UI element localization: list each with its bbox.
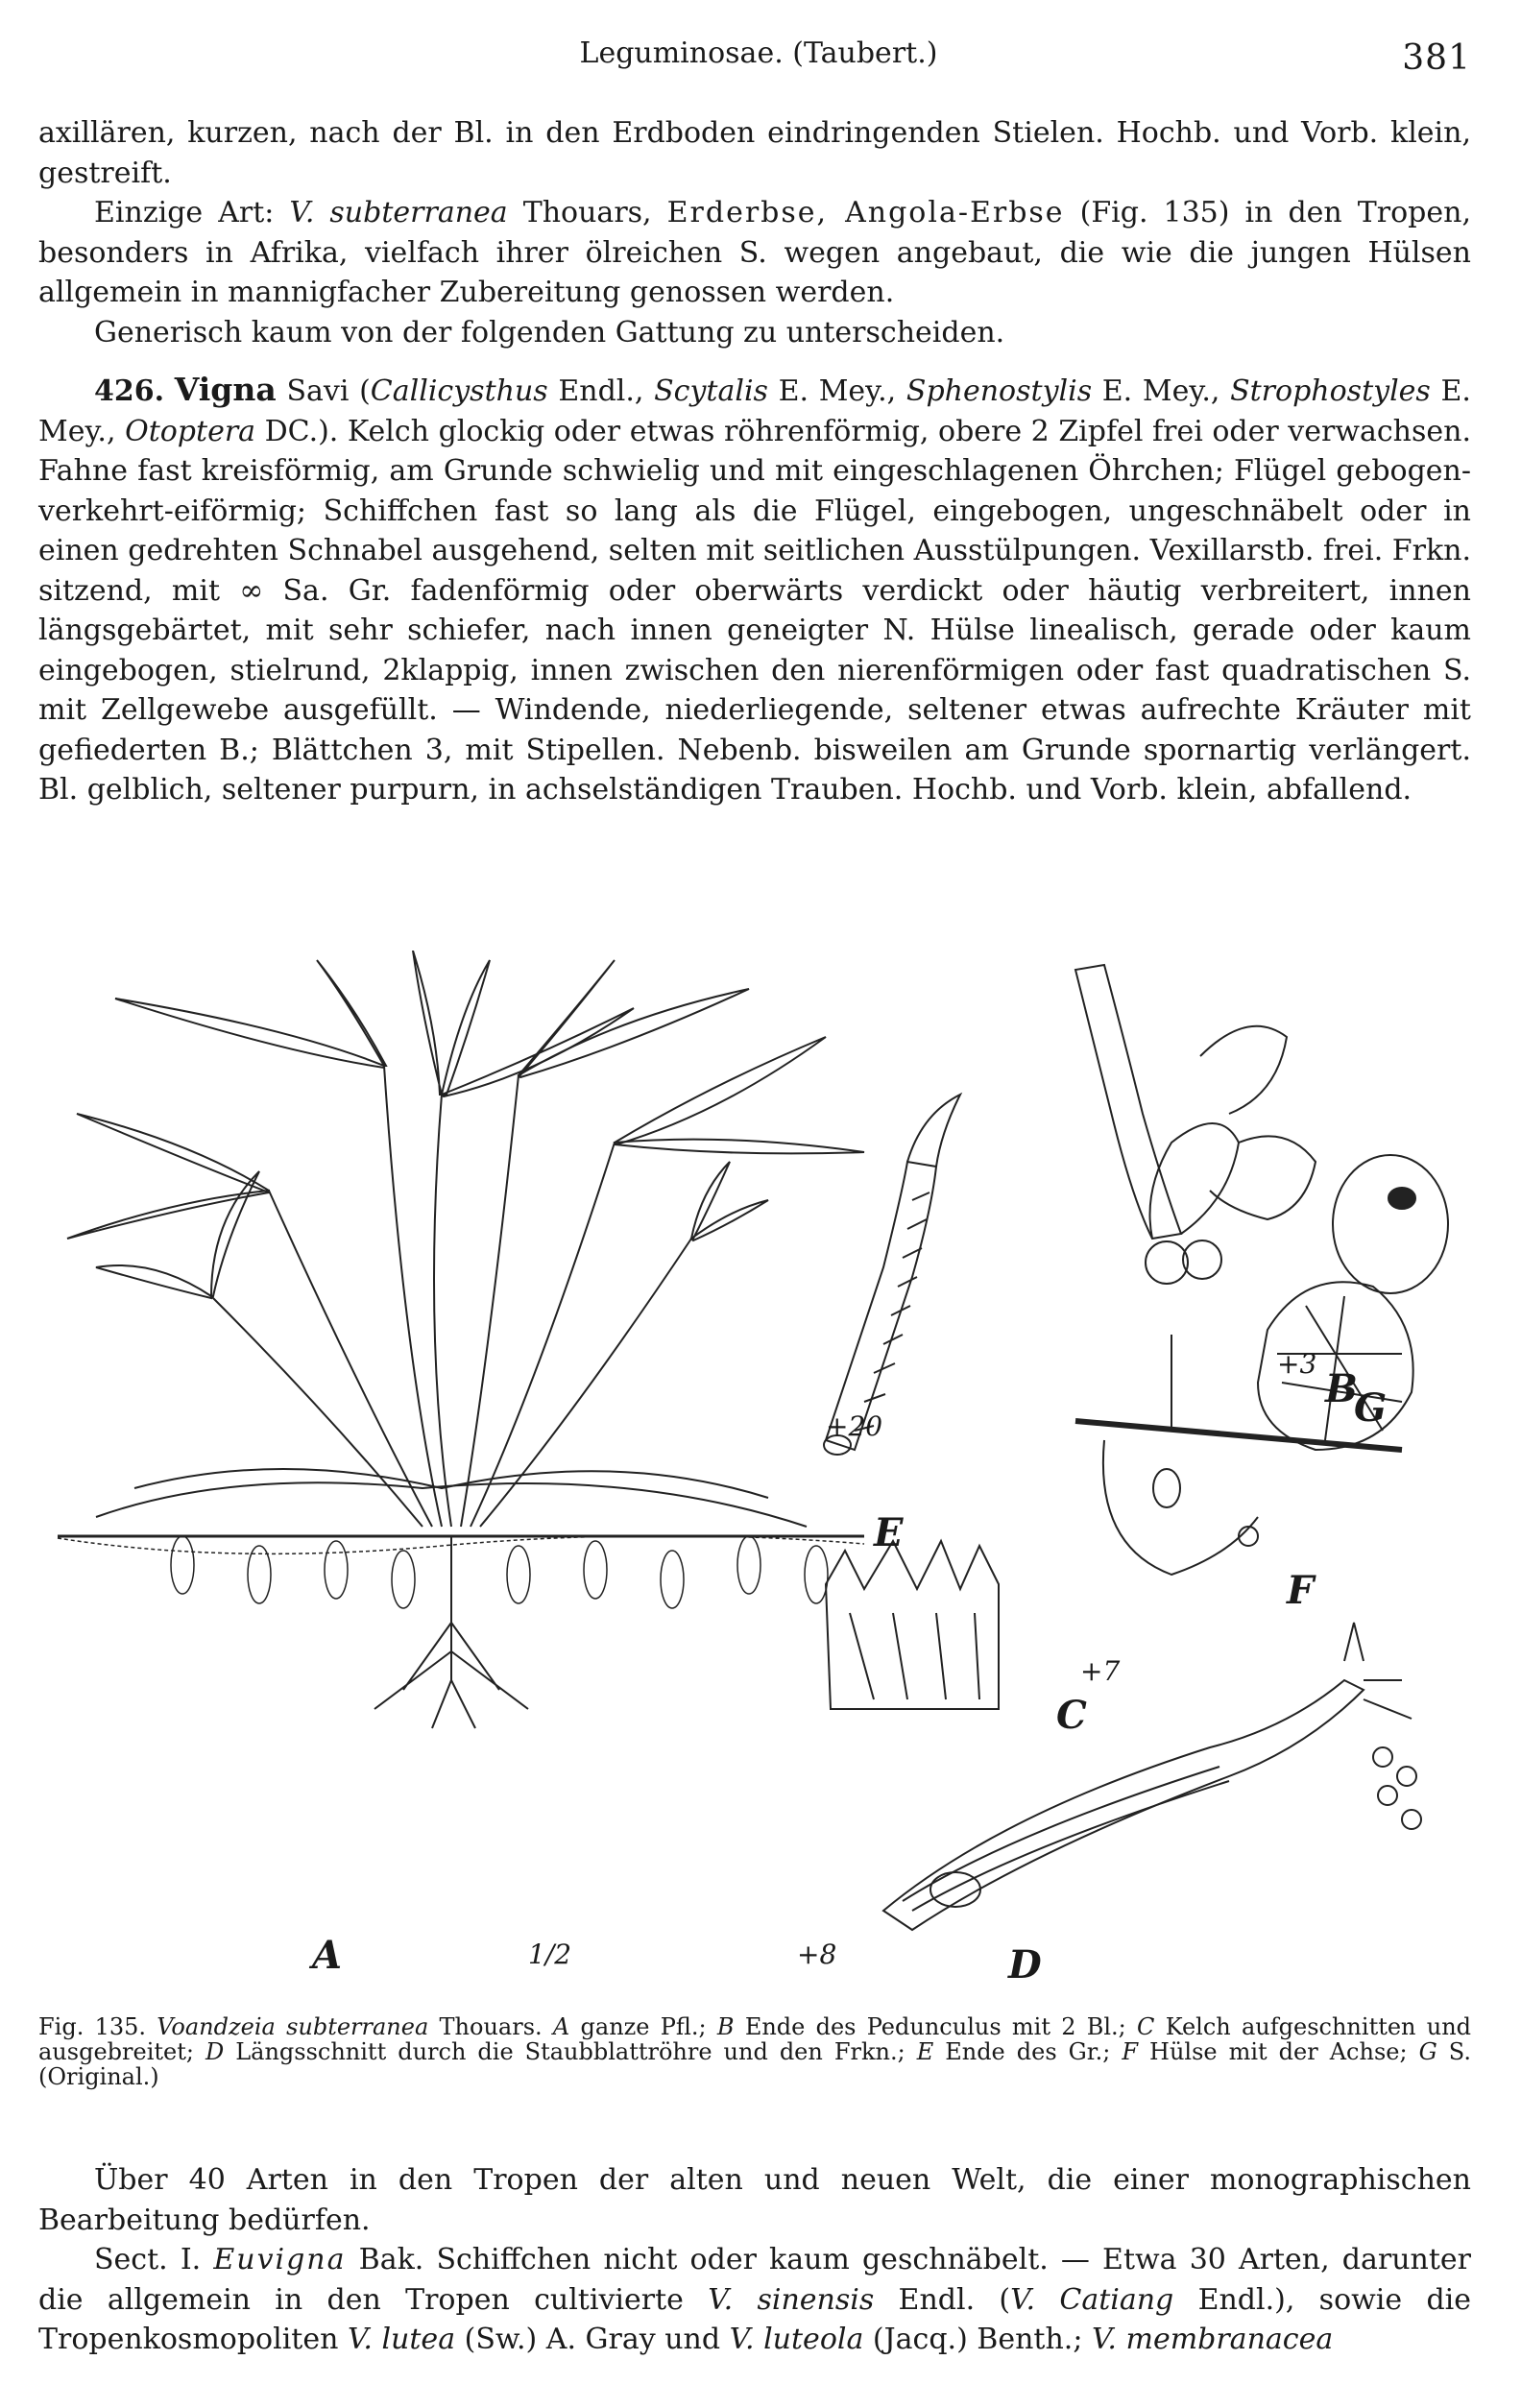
species-name: V. sinensis [708, 2282, 875, 2317]
caption-label: B [716, 2013, 735, 2040]
page-number: 381 [1402, 38, 1471, 78]
synonym-author: E. Mey., [778, 374, 897, 408]
caption-figure-number: Fig. 135. [38, 2013, 147, 2040]
section-author: Bak. [358, 2243, 424, 2276]
synonym-author: E. Mey., [1101, 374, 1220, 408]
caption-label: A [552, 2013, 570, 2040]
caption-author: Thouars. [439, 2013, 543, 2040]
synonym: Callicysthus [370, 374, 548, 408]
magnification-b: +3 [1277, 1348, 1317, 1380]
species-author: Endl. ( [898, 2282, 1011, 2317]
synonym-author: Endl., [558, 374, 644, 408]
panel-d-section-drawing [883, 1623, 1421, 1930]
top-text-block [38, 113, 1471, 810]
common-names: Erderbse, Angola-Erbse [666, 196, 1065, 229]
species-author: Endl.), sowie die Tropenkosmopoliten [38, 2282, 1472, 2356]
paragraph-generic-note: Generisch kaum von der folgenden Gattung zu unterscheiden. [94, 315, 1005, 349]
paragraph-section [38, 2240, 1471, 2360]
genus-paragraph: 426. Vigna Savi (Callicysthus Endl., Scytalis E. Mey., Sphenostylis E. Mey., Strophostyles E. Mey., Otoptera DC.). Kelch glockig oder etwas röhrenförmig, obere 2 Zipfel frei oder verwachsen. Fahne fast kreisförmig, am Grunde schwielig und mit eingeschlagenen Öhrchen; Flügel gebogen-verkehrt-eiförmig; Schiffchen fast so lang als die Flügel, eingebogen, ungeschnäbelt oder in einen gedrehten Schnabel ausgehend, selten mit seitlichen Ausstülpungen. Vexillarstb. frei. Frkn. sitzend, mit ∞ Sa. Gr. fadenförmig oder oberwärts verdickt oder häutig verbreitert, innen längsgebärtet, mit sehr schiefer, nach innen geneigter N. Hülse linealisch, gerade oder kaum eingebogen, stielrund, 2klappig, innen zwischen den nierenförmigen oder fast quadratischen S. mit Zellgewebe ausgefüllt. — Windende, niederliegende, seltener etwas aufrechte Kräuter mit gefiederten B.; Blättchen 3, mit Stipellen. Nebenb. bisweilen am Grunde spornartig verlängert. Bl. gelblich, seltener purpurn, in achselständigen Trauben. Hochb. und Vorb. klein, abfallend. [38, 371, 1472, 807]
synonym: Scytalis [654, 374, 768, 408]
panel-label-c: C [1056, 1693, 1087, 1738]
paragraph-single-species [38, 193, 1471, 313]
synonym-author: DC.). [264, 414, 339, 448]
genus-author: Savi [286, 374, 350, 408]
panel-label-d: D [1008, 1942, 1042, 1987]
lead-label: Einzige Art: [94, 196, 275, 229]
magnification-c: +7 [1080, 1655, 1121, 1687]
genus-description: Kelch glockig oder etwas röhrenförmig, obere 2 Zipfel frei oder verwachsen. Fahne fast kreisförmig, am Grunde schwielig und mit eingeschlagenen Öhrchen; Flügel gebogen-verkehrt-eiförmig; Schiffchen fast so lang als die Flügel, eingebogen, ungeschnäbelt oder in einen gedrehten Schnabel ausgehend, selten mit seitlichen Ausstülpungen. Vexillarstb. frei. Frkn. sitzend, mit ∞ Sa. Gr. fadenförmig oder oberwärts verdickt oder häutig verbreitert, innen längsgebärtet, mit sehr schiefer, nach innen geneigter N. Hülse linealisch, gerade oder kaum eingebogen, stielrund, 2klappig, innen zwischen den nierenförmigen oder fast quadratischen S. mit Zellgewebe ausgefüllt. — Windende, niederliegende, seltener etwas aufrechte Kräuter mit gefiederten B.; Blättchen 3, mit Stipellen. Nebenb. bisweilen am Grunde spornartig verlängert. Bl. gelblich, seltener purpurn, in achselständigen Trauben. Hochb. und Vorb. klein, abfallend. [38, 414, 1472, 807]
section-label: Sect. I. [94, 2243, 202, 2276]
species-name: V. lutea [347, 2323, 456, 2356]
figure-caption [38, 2014, 1471, 2089]
caption-label: C [1137, 2013, 1155, 2040]
species-name: V. subterranea [289, 196, 508, 229]
caption-part: Ende des Pedunculus mit 2 Bl.; [744, 2013, 1126, 2040]
caption-part: Ende des Gr.; [945, 2038, 1111, 2065]
synonym: Sphenostylis [905, 374, 1093, 408]
panel-b-flower-drawing [1075, 965, 1316, 1284]
paragraph-tail: (Fig. 135) in den Tropen, besonders in Afrika, vielfach ihrer ölreichen S. wegen angebaut, die wie die jungen Hülsen allgemein in mannigfacher Zubereitung genossen werden. [38, 196, 1471, 309]
plant-a-drawing [58, 951, 864, 1728]
panel-label-e: E [874, 1510, 904, 1555]
paragraph-continuation: axillären, kurzen, nach der Bl. in den Erdboden eindringenden Stielen. Hochb. und Vorb. klein, gestreift. [38, 116, 1471, 190]
panel-label-a: A [312, 1933, 343, 1978]
caption-label: G [1418, 2038, 1437, 2065]
caption-species: Voandzeia subterranea [157, 2013, 429, 2040]
synonym: Strophostyles [1230, 374, 1431, 408]
genus-name: Vigna [174, 371, 277, 408]
caption-part: Kelch aufgeschnitten und ausgebreitet; [38, 2013, 1472, 2065]
panel-g-seed-drawing [1333, 1155, 1448, 1293]
section-name: Euvigna [213, 2243, 347, 2276]
paragraph-species-count: Über 40 Arten in den Tropen der alten und neuen Welt, die einer monographischen Bearbeitung bedürfen. [38, 2163, 1471, 2237]
genus-number: 426. [94, 374, 165, 408]
caption-label: D [205, 2038, 225, 2065]
caption-label: E [916, 2038, 934, 2065]
panel-label-b: B [1325, 1366, 1358, 1411]
magnification-e: +20 [826, 1410, 883, 1442]
caption-part: Hülse mit der Achse; [1149, 2038, 1408, 2065]
caption-part: ganze Pfl.; [580, 2013, 707, 2040]
species-author: (Jacq.) Benth.; [872, 2323, 1083, 2356]
species-name: V. Catiang [1010, 2282, 1174, 2317]
caption-text [38, 2014, 1471, 2089]
lower-text-block [38, 2160, 1471, 2360]
figure-illustration [38, 951, 1479, 1997]
section-text: Schiffchen nicht oder kaum geschnäbelt. — Etwa 30 Arten, darunter die allgemein in den Tropen cultivierte [38, 2243, 1471, 2317]
panel-label-g: G [1354, 1385, 1388, 1431]
running-title: Leguminosae. (Taubert.) [579, 36, 938, 70]
species-name: V. luteola [729, 2323, 864, 2356]
magnification-d: +8 [797, 1938, 837, 1970]
botanical-figure [38, 951, 1479, 1997]
caption-label: F [1122, 2038, 1139, 2065]
caption-part: Längsschnitt durch die Staubblattröhre und den Frkn.; [235, 2038, 905, 2065]
page-header [38, 36, 1479, 84]
author-text: Thouars, [522, 196, 652, 229]
panel-c-calyx-drawing [826, 1541, 999, 1709]
panel-label-f: F [1287, 1568, 1315, 1613]
species-name: V. membranacea [1092, 2323, 1334, 2356]
synonym-author: E. Mey., [38, 374, 1471, 448]
synonym: Otoptera [125, 414, 256, 448]
magnification-a: 1/2 [528, 1938, 572, 1970]
caption-part: S. (Original.) [38, 2038, 1471, 2090]
species-author: (Sw.) A. Gray und [464, 2323, 721, 2356]
